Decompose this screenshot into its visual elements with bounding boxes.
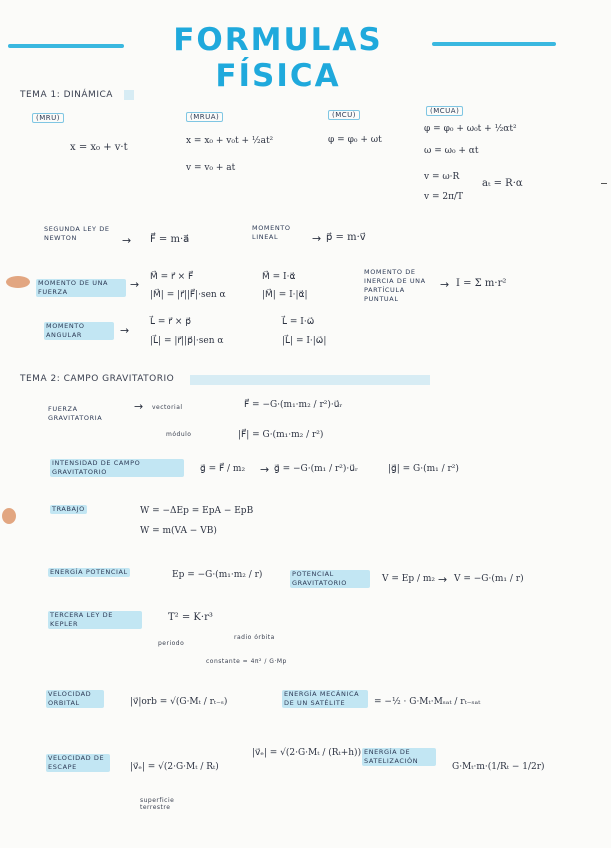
momento-inercia-formula: I = Σ m·r²: [456, 278, 507, 289]
potencial-formula-value: V = −G·(m₁ / r): [454, 574, 524, 584]
potencial-formula-definition: V = Ep / m₂: [382, 574, 435, 584]
mcua-formula-tangential: aₜ = R·α: [482, 178, 523, 189]
mcua-formula-angle: φ = φ₀ + ω₀t + ½αt²: [424, 124, 517, 134]
momento-angular-formula-inertia-modulus: |L⃗| = I·|ω⃗|: [282, 336, 327, 346]
momento-angular-label: MOMENTO ANGULAR: [44, 322, 114, 340]
momento-fuerza-formula-inertia: M⃗ = I·α⃗: [262, 272, 296, 282]
momento-lineal-formula: p⃗ = m·v⃗: [326, 232, 366, 243]
mcua-formula-omega: ω = ω₀ + αt: [424, 146, 479, 156]
ink-blot: [6, 276, 30, 288]
momento-fuerza-formula-cross: M⃗ = r⃗ × F⃗: [150, 272, 194, 282]
kepler-periodo-note: periodo: [158, 640, 185, 647]
arrow-icon: →: [438, 573, 448, 586]
margin-tick: [601, 183, 607, 184]
arrow-icon: →: [260, 463, 270, 476]
intensidad-formula-vector: g⃗ = −G·(m₁ / r²)·u⃗ᵣ: [274, 464, 359, 474]
velocidad-orbital-label: VELOCIDAD ORBITAL: [46, 690, 104, 708]
energia-mecanica-label: ENERGÍA MECÁNICA DE UN SATÉLITE: [282, 690, 368, 708]
intensidad-campo-label: INTENSIDAD DE CAMPO GRAVITATORIO: [50, 459, 184, 477]
kepler-label: TERCERA LEY DE KEPLER: [48, 611, 142, 629]
velocidad-escape-label: VELOCIDAD DE ESCAPE: [46, 754, 110, 772]
arrow-icon: →: [440, 278, 450, 291]
velocidad-escape-formula-height: |v⃗ₑ| = √(2·G·Mₜ / (Rₜ+h)): [252, 748, 362, 758]
intensidad-formula-definition: g⃗ = F⃗ / m₂: [200, 464, 246, 474]
arrow-icon: →: [312, 232, 322, 245]
segunda-ley-label: SEGUNDA LEY DE NEWTON: [44, 225, 110, 242]
ink-blot: [2, 508, 16, 524]
energia-mecanica-formula: = −½ · G·Mₜ·Mₛₐₜ / rₜ₋ₛₐₜ: [374, 697, 481, 707]
mcua-formula-linear-velocity: v = ω·R: [424, 172, 460, 182]
intensidad-formula-modulus: |g⃗| = G·(m₁ / r²): [388, 464, 459, 474]
mcu-tag: (MCU): [328, 110, 360, 120]
mru-formula: x = x₀ + v·t: [70, 142, 128, 153]
arrow-icon: →: [120, 324, 130, 337]
energia-potencial-formula: Ep = −G·(m₁·m₂ / r): [172, 570, 263, 580]
velocidad-escape-formula-surface: |v⃗ₑ| = √(2·G·Mₜ / Rₜ): [130, 762, 219, 772]
velocidad-escape-superficie-note: superficie terrestre: [140, 797, 175, 811]
momento-lineal-label: MOMENTO LINEAL: [252, 224, 291, 241]
momento-fuerza-label: MOMENTO DE UNA FUERZA: [36, 279, 126, 297]
trabajo-formula-energy: W = −ΔEp = EpA − EpB: [140, 506, 254, 516]
arrow-icon: →: [122, 234, 132, 247]
mrua-tag: (MRUA): [186, 112, 223, 122]
kepler-radio-note: radio órbita: [234, 634, 275, 641]
fuerza-gravitatoria-label: FUERZA GRAVITATORIA: [48, 405, 103, 422]
mrua-formula-position: x = x₀ + v₀t + ½at²: [186, 136, 274, 146]
potencial-gravitatorio-label: POTENCIAL GRAVITATORIO: [290, 570, 370, 588]
tema1-heading-text: TEMA 1: DINÁMICA: [20, 90, 113, 100]
segunda-ley-formula: F⃗ = m·a⃗: [150, 234, 190, 245]
arrow-icon: →: [130, 278, 140, 291]
energia-potencial-label: ENERGÍA POTENCIAL: [50, 568, 128, 576]
kepler-formula: T² = K·r³: [168, 612, 213, 623]
fuerza-formula-modulus: |F⃗| = G·(m₁·m₂ / r²): [238, 430, 324, 440]
mru-tag: (MRU): [32, 113, 64, 123]
page-title: FORMULAS FÍSICA: [173, 22, 383, 94]
title-line-right: [432, 42, 556, 46]
tema1-heading-highlight: [124, 90, 134, 100]
momento-inercia-label: MOMENTO DE INERCIA DE UNA PARTÍCULA PUNTUAL: [364, 268, 426, 303]
momento-fuerza-formula-modulus: |M⃗| = |r⃗||F⃗|·sen α: [150, 290, 226, 300]
mrua-formula-velocity: v = v₀ + at: [186, 163, 236, 173]
fuerza-formula-vector: F⃗ = −G·(m₁·m₂ / r²)·u⃗ᵣ: [244, 400, 343, 410]
momento-fuerza-formula-inertia-modulus: |M⃗| = I·|α⃗|: [262, 290, 308, 300]
energia-satelizacion-formula: G·Mₜ·m·(1/Rₜ − 1/2r): [452, 762, 545, 772]
trabajo-label: TRABAJO: [52, 505, 85, 513]
energia-satelizacion-label: ENERGÍA DE SATELIZACIÓN: [362, 748, 436, 766]
velocidad-orbital-formula: |v⃗|orb = √(G·Mₜ / rₜ₋ₛ): [130, 697, 228, 707]
trabajo-formula-potential: W = m(VA − VB): [140, 526, 217, 536]
tema2-heading-highlight: [190, 375, 430, 385]
arrow-icon: →: [134, 400, 144, 413]
momento-angular-formula-cross: L⃗ = r⃗ × p⃗: [150, 317, 191, 327]
title-line-left: [8, 44, 124, 48]
mcua-formula-period: v = 2π/T: [424, 192, 464, 202]
kepler-constante-note: constante = 4π² / G·Mp: [206, 658, 287, 665]
momento-angular-formula-inertia: L⃗ = I·ω⃗: [282, 317, 315, 327]
fuerza-vectorial-note: vectorial: [152, 404, 183, 411]
mcu-formula: φ = φ₀ + ωt: [328, 135, 382, 145]
fuerza-modulo-note: módulo: [166, 431, 192, 438]
tema2-heading: TEMA 2: CAMPO GRAVITATORIO: [20, 374, 175, 384]
momento-angular-formula-modulus: |L⃗| = |r⃗||p⃗|·sen α: [150, 336, 224, 346]
mcua-tag: (MCUA): [426, 106, 463, 116]
tema1-heading: [20, 90, 113, 100]
